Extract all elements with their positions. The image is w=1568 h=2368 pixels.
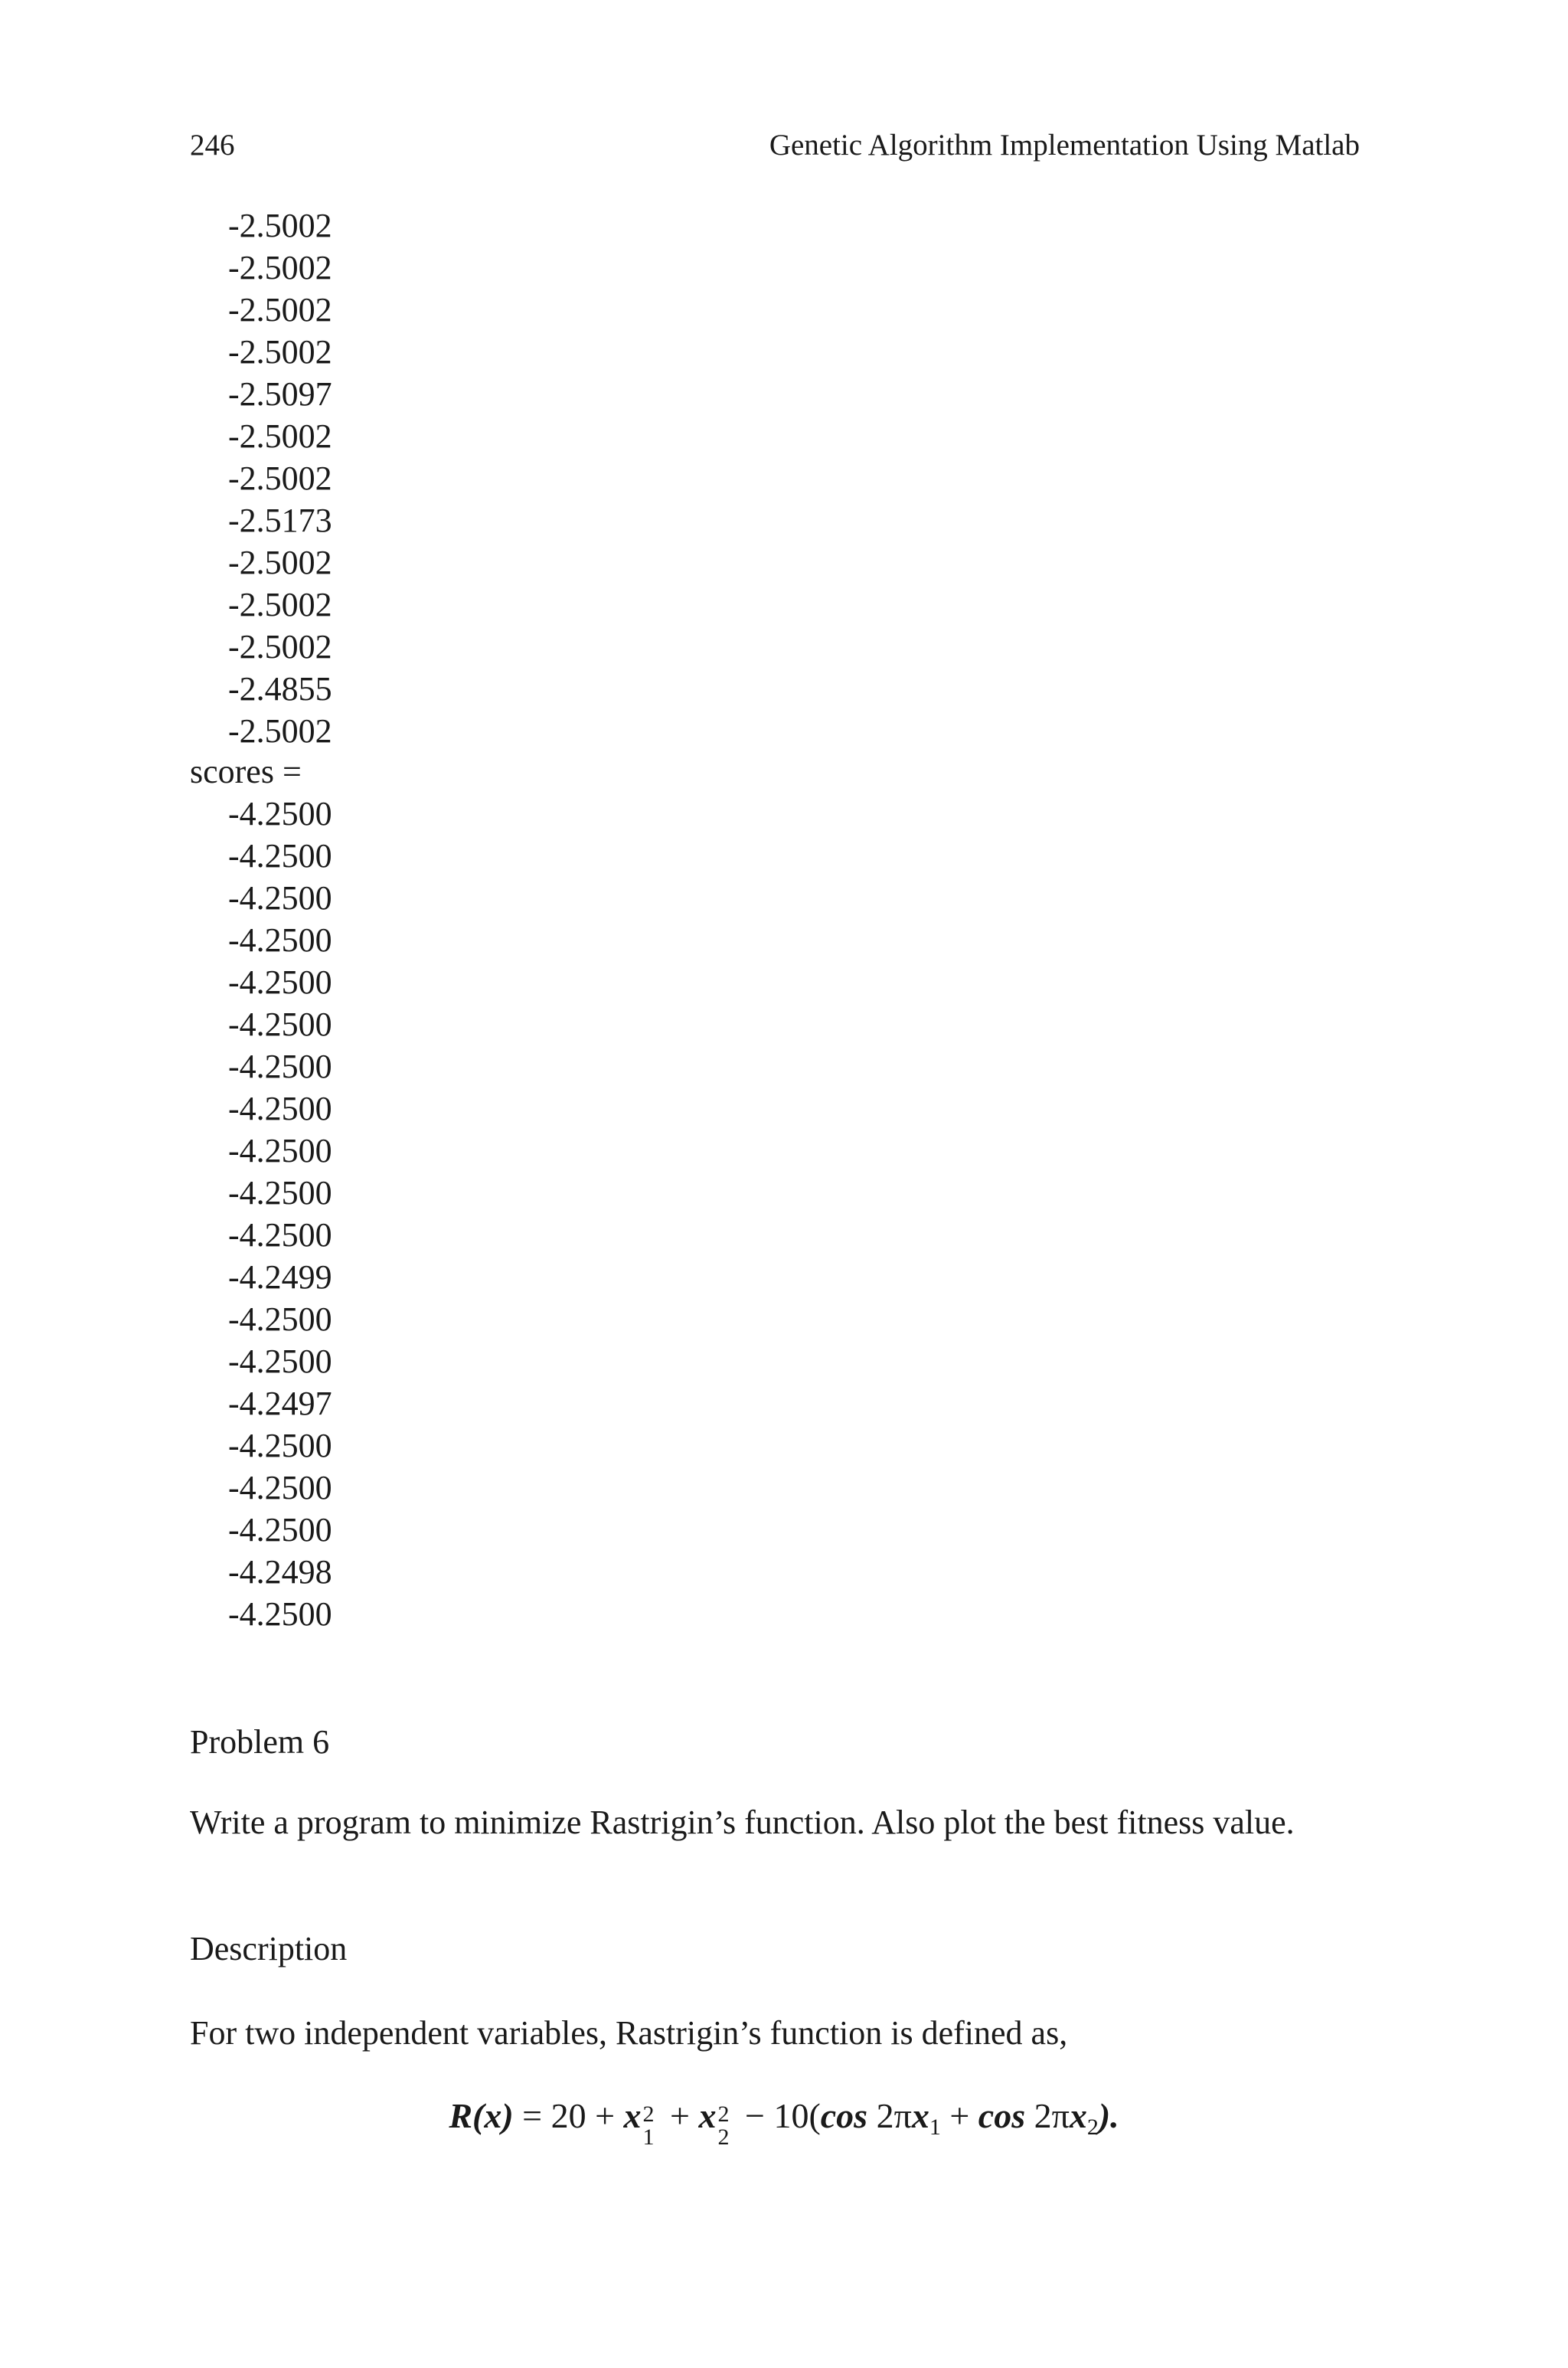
scores-values-list xyxy=(228,793,534,1635)
ranges-value: -2.5002 xyxy=(228,712,332,750)
scores-value: -4.2500 xyxy=(228,1006,332,1043)
running-header xyxy=(190,123,1360,168)
ranges-value: -2.5173 xyxy=(228,502,332,539)
ranges-value: -2.5002 xyxy=(228,291,332,329)
equation-plus-1: + xyxy=(661,2096,699,2135)
equation-two-pi-2: 2π xyxy=(1025,2096,1070,2135)
ranges-value: -2.5002 xyxy=(228,207,332,244)
scores-value: -4.2500 xyxy=(228,879,332,917)
scores-label: scores = xyxy=(190,753,302,790)
equation-x1-subscript: 1 xyxy=(642,2124,655,2150)
equation-two-pi-1: 2π xyxy=(867,2096,912,2135)
problem-heading: Problem 6 xyxy=(190,1723,330,1761)
description-heading: Description xyxy=(190,1930,348,1967)
ranges-value: -2.5002 xyxy=(228,249,332,286)
ranges-value: -2.5002 xyxy=(228,586,332,623)
ranges-value: -2.5002 xyxy=(228,460,332,497)
page-number: 246 xyxy=(190,129,235,162)
scores-value: -4.2500 xyxy=(228,795,332,832)
scores-value: -4.2500 xyxy=(228,963,332,1001)
equation-x1-arg-subscript: 1 xyxy=(929,2115,941,2140)
scores-value: -4.2500 xyxy=(228,1511,332,1549)
equation-x2-exponent: 2 xyxy=(717,2101,730,2127)
equation-x2-subscript: 2 xyxy=(717,2124,730,2150)
equation-x2-arg-subscript: 2 xyxy=(1086,2115,1099,2140)
equation-x2-arg: x xyxy=(1069,2096,1087,2135)
equation-minus-ten: − 10( xyxy=(736,2096,821,2135)
equation-equals-20: = 20 + xyxy=(513,2096,624,2135)
running-title: Genetic Algorithm Implementation Using Matlab xyxy=(769,129,1360,162)
scores-value: -4.2500 xyxy=(228,1300,332,1338)
equation-x1-arg: x xyxy=(911,2096,929,2135)
equation-x2-scripts xyxy=(717,2092,737,2150)
problem-statement: Write a program to minimize Rastrigin’s function. Also plot the best fitness value. xyxy=(190,1804,1295,1841)
scores-value: -4.2500 xyxy=(228,837,332,875)
equation-cos-1: cos xyxy=(820,2096,868,2135)
equation-x1-scripts xyxy=(642,2092,662,2150)
equation-x1: x xyxy=(623,2096,642,2135)
equation-plus-2: + xyxy=(940,2096,978,2135)
scores-value: -4.2500 xyxy=(228,1343,332,1380)
ranges-value: -2.5002 xyxy=(228,333,332,371)
scores-value: -4.2500 xyxy=(228,1216,332,1254)
equation-cos-2: cos xyxy=(978,2096,1026,2135)
equation-x1-exponent: 2 xyxy=(642,2101,655,2127)
scores-value: -4.2497 xyxy=(228,1385,332,1422)
scores-value: -4.2500 xyxy=(228,1174,332,1212)
scores-value: -4.2499 xyxy=(228,1258,332,1296)
equation-lhs: R(x) xyxy=(449,2096,514,2135)
scores-value: -4.2500 xyxy=(228,1090,332,1127)
ranges-values-list xyxy=(228,204,534,752)
equation-close: ). xyxy=(1098,2096,1119,2135)
scores-value: -4.2500 xyxy=(228,1427,332,1464)
ranges-value: -2.5002 xyxy=(228,417,332,455)
scores-value: -4.2500 xyxy=(228,1469,332,1506)
ranges-value: -2.4855 xyxy=(228,670,332,708)
scores-value: -4.2500 xyxy=(228,1132,332,1169)
ranges-value: -2.5002 xyxy=(228,544,332,581)
ranges-value: -2.5097 xyxy=(228,375,332,413)
equation-x2: x xyxy=(698,2096,717,2135)
scores-value: -4.2498 xyxy=(228,1553,332,1591)
scores-value: -4.2500 xyxy=(228,1595,332,1633)
scores-value: -4.2500 xyxy=(228,1048,332,1085)
scores-value: -4.2500 xyxy=(228,921,332,959)
ranges-value: -2.5002 xyxy=(228,628,332,666)
rastrigin-equation xyxy=(0,2082,1568,2162)
description-text: For two independent variables, Rastrigin’s function is defined as, xyxy=(190,2014,1068,2052)
